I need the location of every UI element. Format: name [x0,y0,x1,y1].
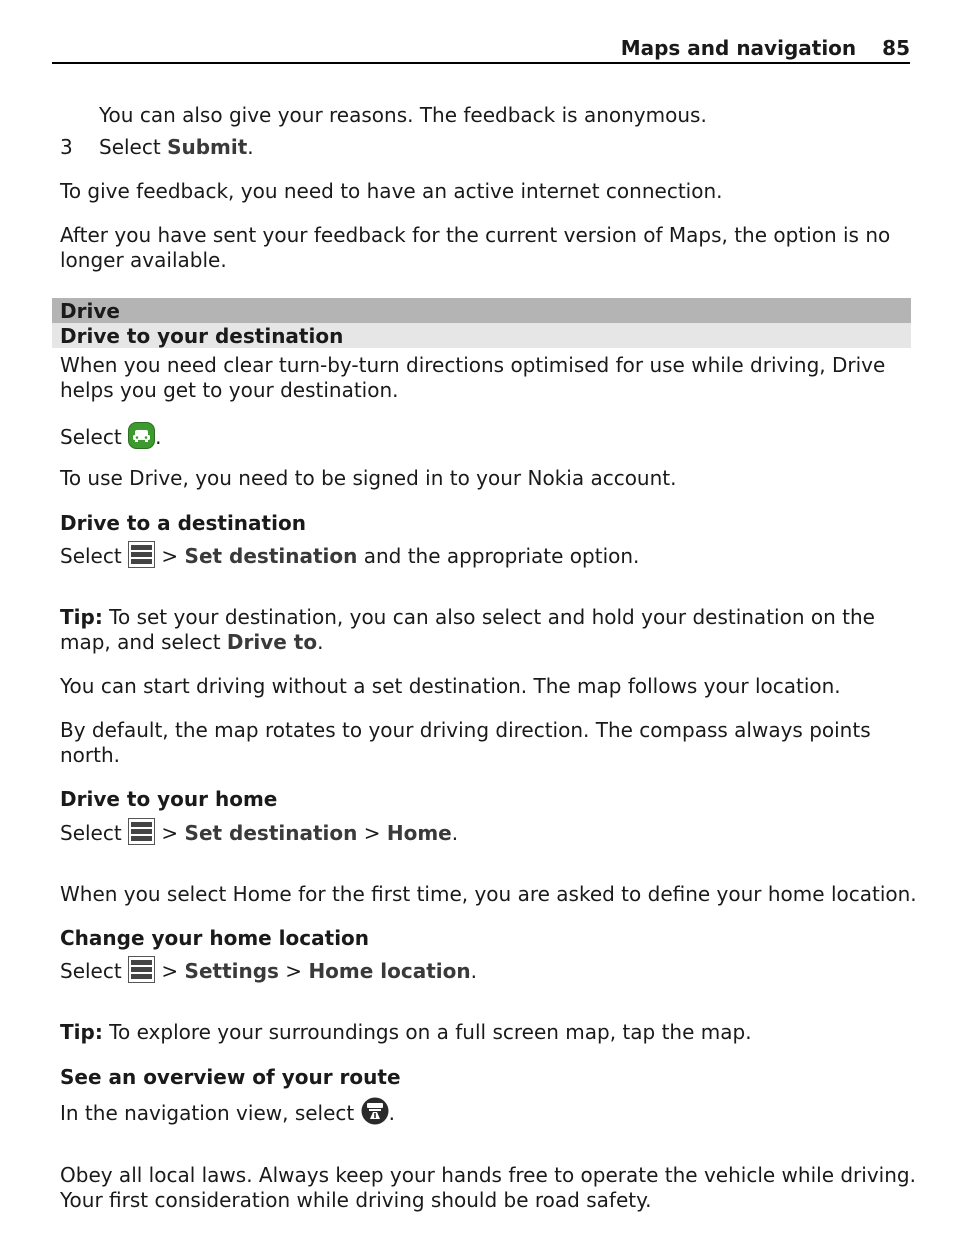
menu-icon [128,541,155,574]
map-rotation-note: By default, the map rotates to your driving direction. The compass always points north. [60,718,871,767]
drive-to-destination-heading: Drive to a destination [60,511,306,535]
tip-destination: Tip: To set your destination, you can also select and hold your destination on the map, and select Drive to. [60,605,875,654]
after-feedback-note: After you have sent your feedback for the current version of Maps, the option is no longer available. [60,223,891,272]
car-app-icon [128,422,155,455]
menu-icon [128,818,155,851]
set-destination-line: Select > Set destination and the appropriate option. [60,541,639,574]
internet-note: To give feedback, you need to have an active internet connection. [60,179,723,203]
change-home-line: Select > Settings > Home location. [60,956,477,989]
page-header [52,34,910,64]
drive-to-label: Drive to [226,630,318,654]
menu-icon [128,956,155,989]
signed-in-note: To use Drive, you need to be signed in to your Nokia account. [60,466,677,490]
change-home-heading: Change your home location [60,926,370,950]
section-heading-bar [52,298,911,323]
step-submit: Select Submit. [99,135,254,159]
subsection-heading-bar [52,323,911,348]
select-drive-line: Select . [60,422,161,455]
route-overview-line: In the navigation view, select . [60,1097,395,1131]
header-title: Maps and navigation [620,36,857,60]
route-overview-icon [361,1097,389,1131]
route-overview-heading: See an overview of your route [60,1065,401,1089]
set-destination-label: Set destination [184,544,358,568]
subsection-heading: Drive to your destination [60,324,344,348]
drive-intro: When you need clear turn-by-turn directions optimised for use while driving, Drive helps you get to your destination. [60,353,886,402]
tip-explore: Tip: To explore your surroundings on a full screen map, tap the map. [60,1020,752,1044]
no-destination-note: You can start driving without a set destination. The map follows your location. [60,674,841,698]
section-heading: Drive [60,299,120,323]
page-number: 85 [882,36,910,60]
home-first-time-note: When you select Home for the first time, you are asked to define your home location. [60,882,917,906]
safety-note: Obey all local laws. Always keep your hands free to operate the vehicle while driving. Your first consideration while driving should be road safety. [60,1163,916,1212]
step-number: 3 [60,135,73,159]
feedback-reasons: You can also give your reasons. The feedback is anonymous. [99,103,707,127]
drive-home-line: Select > Set destination > Home. [60,818,458,851]
submit-label: Submit [167,135,248,159]
drive-home-heading: Drive to your home [60,787,278,811]
